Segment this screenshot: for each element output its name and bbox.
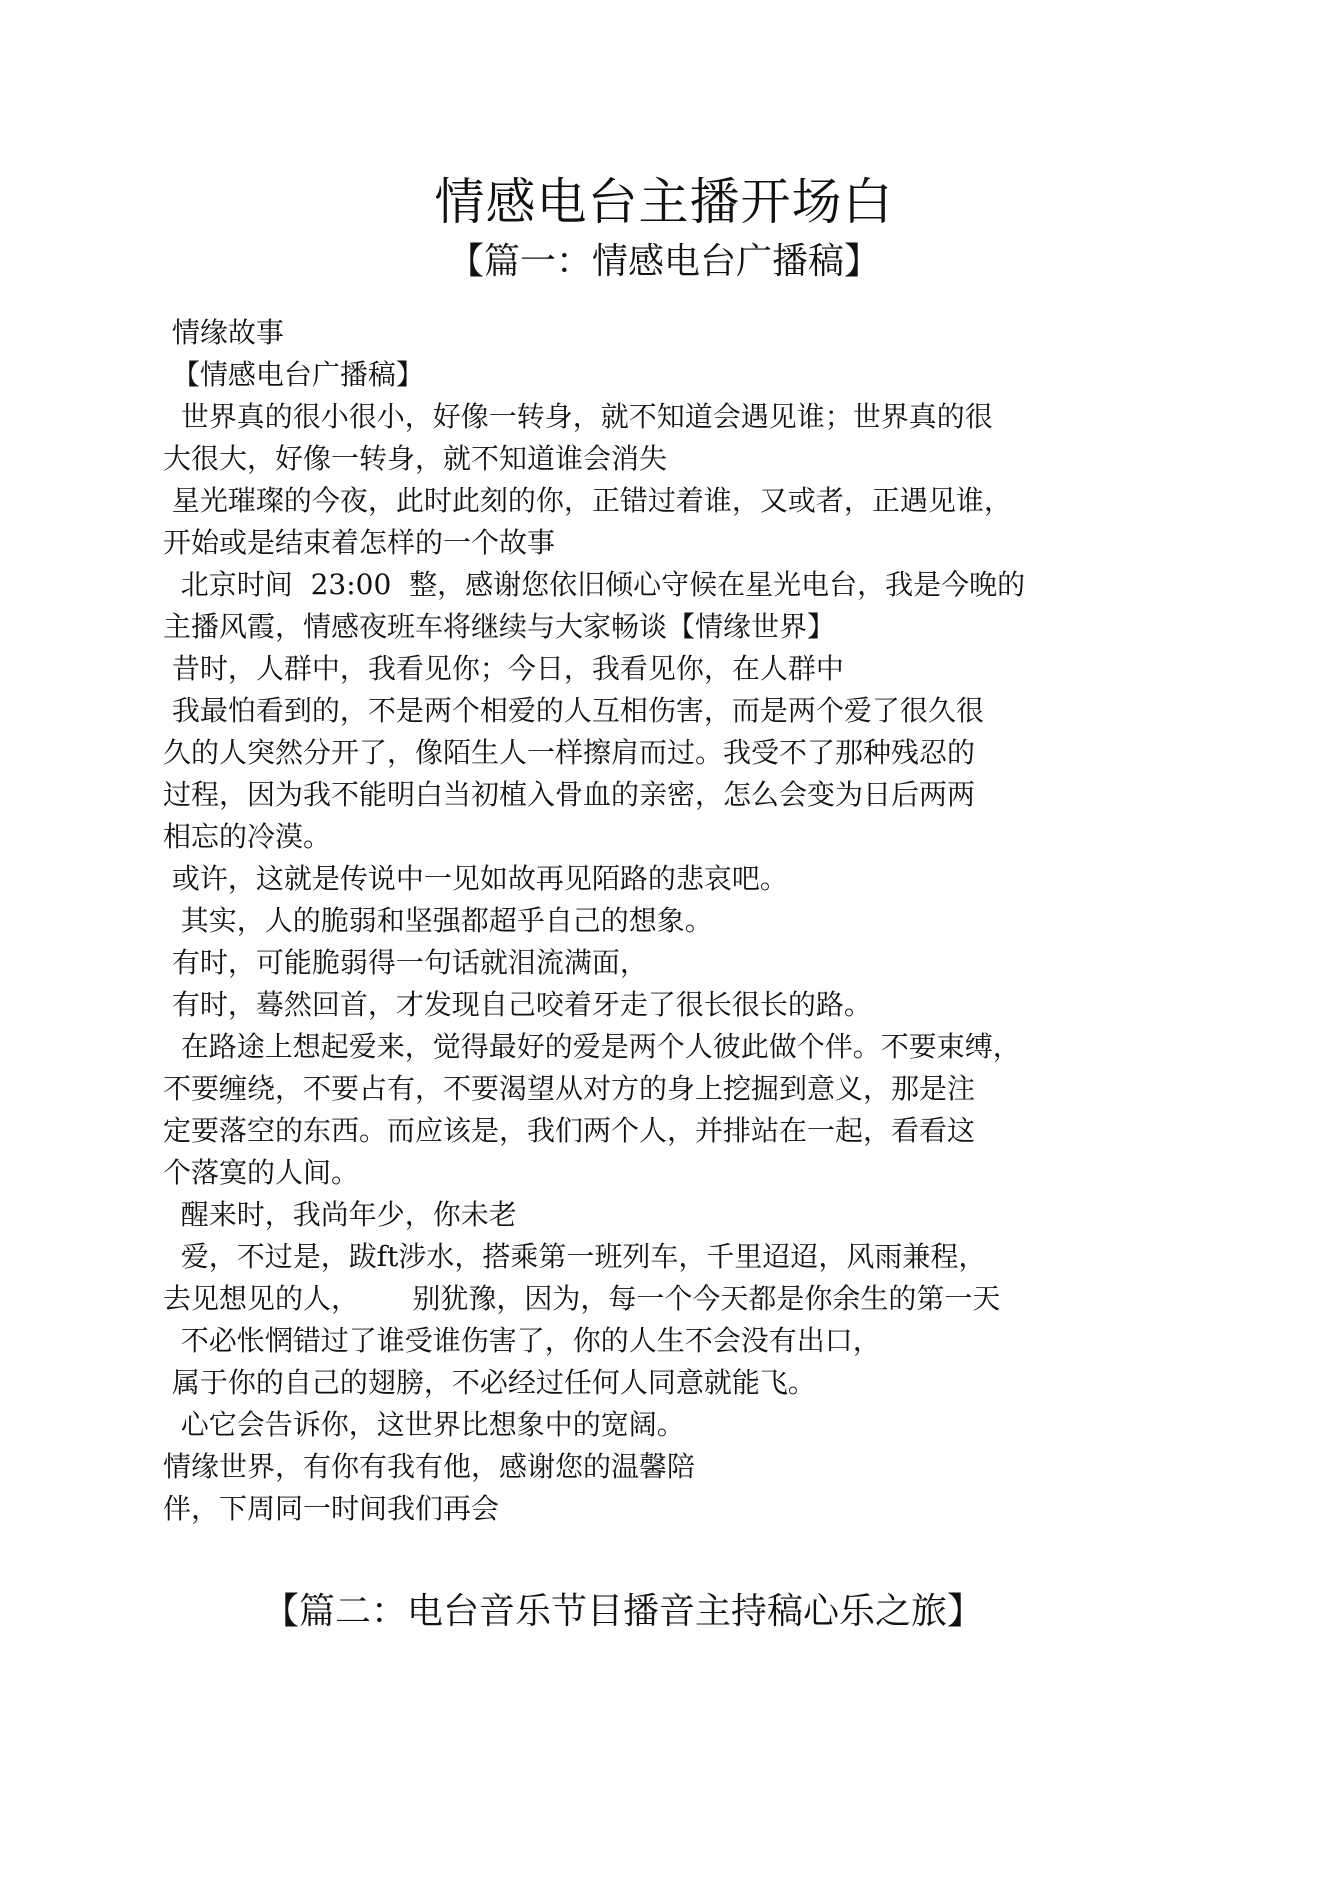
section-1-heading: 【篇一：情感电台广播稿】 bbox=[447, 241, 880, 282]
text-line: 心它会告诉你，这世界比想象中的宽阔。 bbox=[163, 1408, 685, 1441]
text-line: 主播风霞，情感夜班车将继续与大家畅谈【情缘世界】 bbox=[163, 610, 836, 643]
text-line: 情缘故事 bbox=[163, 316, 284, 349]
text-line: 久的人突然分开了，像陌生人一样擦肩而过。我受不了那种残忍的 bbox=[163, 736, 976, 769]
text-line: 定要落空的东西。而应该是，我们两个人，并排站在一起，看看这 bbox=[163, 1114, 976, 1147]
text-line: 北京时间 23:00 整，感谢您依旧倾心守候在星光电台，我是今晚的 bbox=[163, 568, 1026, 601]
section-1-body bbox=[163, 312, 1103, 1530]
text-line: 情缘世界，有你有我有他，感谢您的温馨陪 bbox=[163, 1450, 696, 1483]
text-line: 爱，不过是，跋ft涉水，搭乘第一班列车，千里迢迢，风雨兼程， bbox=[163, 1240, 987, 1273]
text-line: 不要缠绕，不要占有，不要渴望从对方的身上挖掘到意义，那是注 bbox=[163, 1072, 976, 1105]
section-2-heading: 【篇二：电台音乐节目播音主持稿心乐之旅】 bbox=[263, 1591, 984, 1632]
text-line: 个落寞的人间。 bbox=[163, 1156, 360, 1189]
page-title: 情感电台主播开场白 bbox=[434, 173, 894, 231]
text-line: 在路途上想起爱来，觉得最好的爱是两个人彼此做个伴。不要束缚， bbox=[163, 1030, 1021, 1063]
text-line: 相忘的冷漠。 bbox=[163, 820, 332, 853]
text-line: 大很大，好像一转身，就不知道谁会消失 bbox=[163, 442, 668, 475]
text-line: 过程，因为我不能明白当初植入骨血的亲密，怎么会变为日后两两 bbox=[163, 778, 976, 811]
text-line: 去见想见的人， 别犹豫，因为，每一个今天都是你余生的第一天 bbox=[163, 1282, 1001, 1315]
text-line: 有时，可能脆弱得一句话就泪流满面， bbox=[163, 946, 648, 979]
text-line: 有时，蓦然回首，才发现自己咬着牙走了很长很长的路。 bbox=[163, 988, 872, 1021]
text-line: 或许，这就是传说中一见如故再见陌路的悲哀吧。 bbox=[163, 862, 788, 895]
text-line: 伴，下周同一时间我们再会 bbox=[163, 1492, 500, 1525]
text-line: 星光璀璨的今夜，此时此刻的你，正错过着谁，又或者，正遇见谁， bbox=[163, 484, 1012, 517]
text-line: 我最怕看到的，不是两个相爱的人互相伤害，而是两个爱了很久很 bbox=[163, 694, 984, 727]
text-line: 不必怅惘错过了谁受谁伤害了，你的人生不会没有出口， bbox=[163, 1324, 881, 1357]
text-line: 属于你的自己的翅膀，不必经过任何人同意就能飞。 bbox=[163, 1366, 816, 1399]
text-line: 世界真的很小很小，好像一转身，就不知道会遇见谁；世界真的很 bbox=[163, 400, 993, 433]
text-line: 醒来时，我尚年少，你未老 bbox=[163, 1198, 517, 1231]
text-line: 其实，人的脆弱和坚强都超乎自己的想象。 bbox=[163, 904, 713, 937]
text-line: 开始或是结束着怎样的一个故事 bbox=[163, 526, 556, 559]
text-line: 昔时，人群中，我看见你；今日，我看见你，在人群中 bbox=[163, 652, 844, 685]
text-line: 【情感电台广播稿】 bbox=[163, 358, 424, 391]
